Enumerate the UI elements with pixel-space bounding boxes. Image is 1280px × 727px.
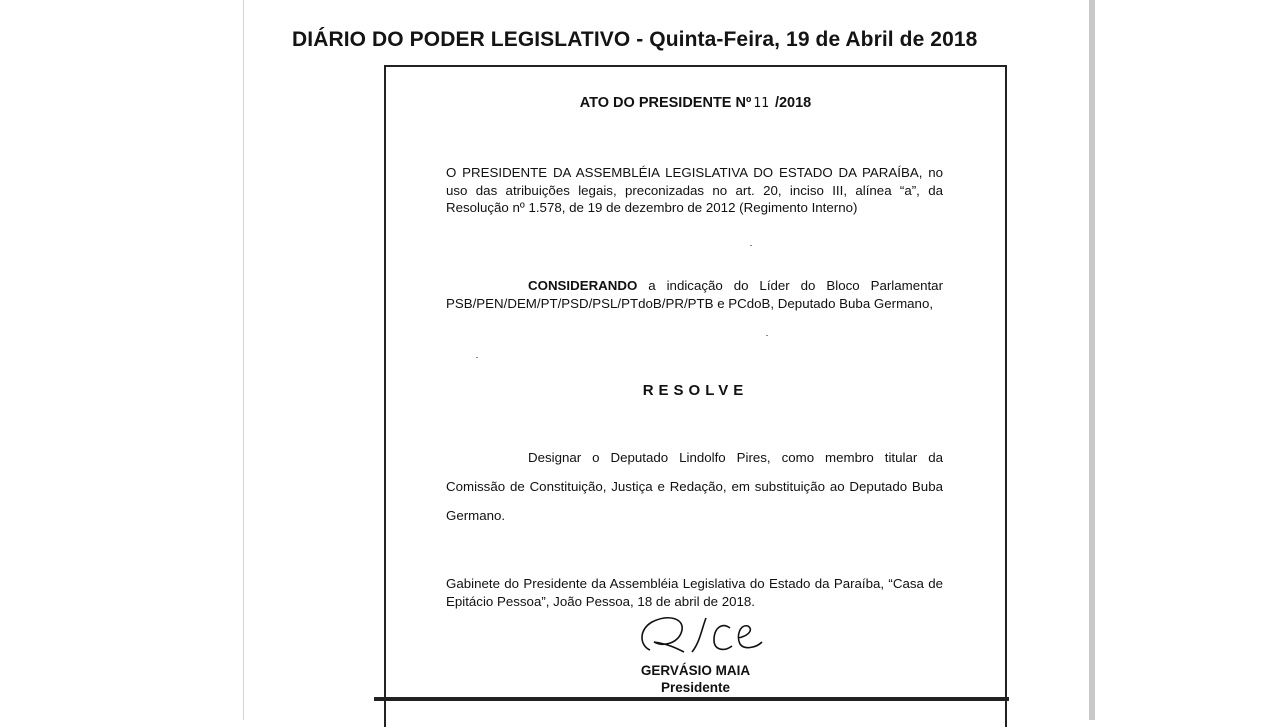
handwritten-signature	[634, 612, 774, 662]
closing-paragraph: Gabinete do Presidente da Assembléia Legislativa do Estado da Paraíba, “Casa de Epitácio Pessoa”, João Pessoa, 18 de abril de 2018.	[446, 576, 943, 609]
scan-speck	[750, 245, 752, 246]
viewer-right-gutter	[1089, 0, 1280, 720]
act-title-suffix: /2018	[774, 95, 812, 111]
considerando-paragraph	[446, 277, 943, 312]
viewer-scroll-edge	[1089, 0, 1095, 720]
considerando-text: a indicação do Líder do Bloco Parlamentar PSB/PEN/DEM/PT/PSD/PSL/PTdoB/PR/PTB e PCdoB, Deputado Buba Germano,	[446, 278, 943, 311]
resolve-heading: RESOLVE	[642, 382, 749, 399]
document-page	[244, 0, 1089, 720]
act-frame	[384, 65, 1007, 727]
act-title-prefix: ATO DO PRESIDENTE Nº	[579, 95, 752, 111]
considerando-keyword: CONSIDERANDO	[528, 278, 638, 293]
bottom-rule	[374, 697, 1009, 701]
decision-paragraph: Designar o Deputado Lindolfo Pires, como membro titular da Comissão de Constituição, Justiça e Redação, em substituição ao Deputado Buba Germano.	[446, 450, 943, 523]
scan-speck	[766, 335, 768, 336]
signer-title: Presidente	[660, 680, 731, 695]
page-header-title: DIÁRIO DO PODER LEGISLATIVO - Quinta-Feira, 19 de Abril de 2018	[292, 28, 978, 51]
scan-speck	[476, 357, 478, 358]
act-number: 11	[753, 96, 769, 111]
viewer-left-gutter	[0, 0, 244, 720]
preamble-paragraph: O PRESIDENTE DA ASSEMBLÉIA LEGISLATIVA DO ESTADO DA PARAÍBA, no uso das atribuições legais, preconizadas no art. 20, inciso III, alínea “a”, da Resolução nº 1.578, de 19 de dezembro de 2012 (Regimento Interno)	[446, 165, 943, 215]
act-title	[386, 95, 1005, 111]
signer-name: GERVÁSIO MAIA	[640, 663, 751, 678]
